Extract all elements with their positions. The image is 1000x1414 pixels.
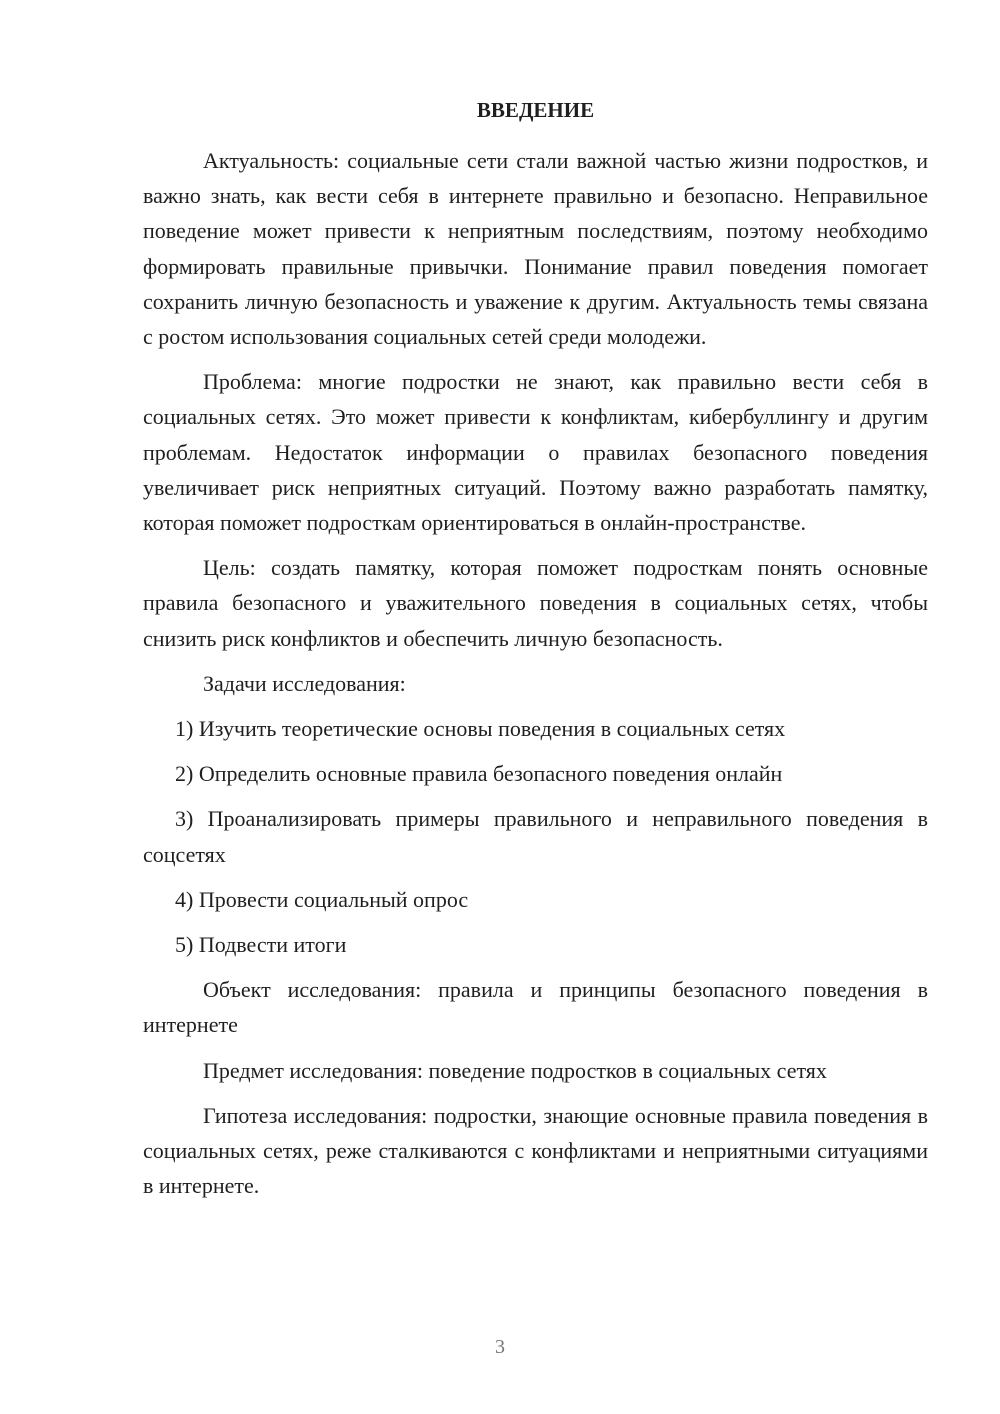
problem-paragraph: Проблема: многие подростки не знают, как правильно вести себя в социальных сетях. Это может привести к конфликтам, кибербуллингу и другим проблемам. Недостаток информации о правилах безопасного поведения увеличивает риск неприятных ситуаций. Поэтому важно разработать памятку, которая поможет подросткам ориентироваться в онлайн-пространстве. [143, 369, 928, 536]
section-heading: ВВЕДЕНИЕ [476, 98, 595, 122]
task-item-4: 4) Провести социальный опрос [175, 886, 469, 912]
task-item-5: 5) Подвести итоги [175, 932, 347, 958]
task-item-2: 2) Определить основные правила безопасного поведения онлайн [175, 761, 783, 787]
goal-paragraph: Цель: создать памятку, которая поможет подросткам понять основные правила безопасного и уважительного поведения в социальных сетях, чтобы снизить риск конфликтов и обеспечить личную безопасность. [143, 555, 928, 651]
tasks-heading: Задачи исследования: [203, 670, 406, 696]
body-text [143, 94, 928, 1213]
page-number: 3 [495, 1336, 505, 1358]
hypothesis-paragraph: Гипотеза исследования: подростки, знающие основные правила поведения в социальных сетях, реже сталкиваются с конфликтами и неприятными ситуациями в интернете. [143, 1102, 928, 1199]
task-item-3: 3) Проанализировать примеры правильного и неправильного поведения в соцсетях [143, 806, 928, 867]
relevance-paragraph: Актуальность: социальные сети стали важной частью жизни подростков, и важно знать, как вести себя в интернете правильно и безопасно. Неправильное поведение может привести к неприятным последствиям, поэтому необходимо формировать правильные привычки. Понимание правил поведения помогает сохранить личную безопасность и уважение к другим. Актуальность темы связана с ростом использования социальных сетей среди молодежи. [143, 148, 928, 350]
subject-paragraph: Предмет исследования: поведение подростков в социальных сетях [203, 1057, 827, 1083]
task-item-1: 1) Изучить теоретические основы поведения в социальных сетях [175, 716, 786, 742]
object-paragraph: Объект исследования: правила и принципы безопасного поведения в интернете [143, 977, 928, 1038]
